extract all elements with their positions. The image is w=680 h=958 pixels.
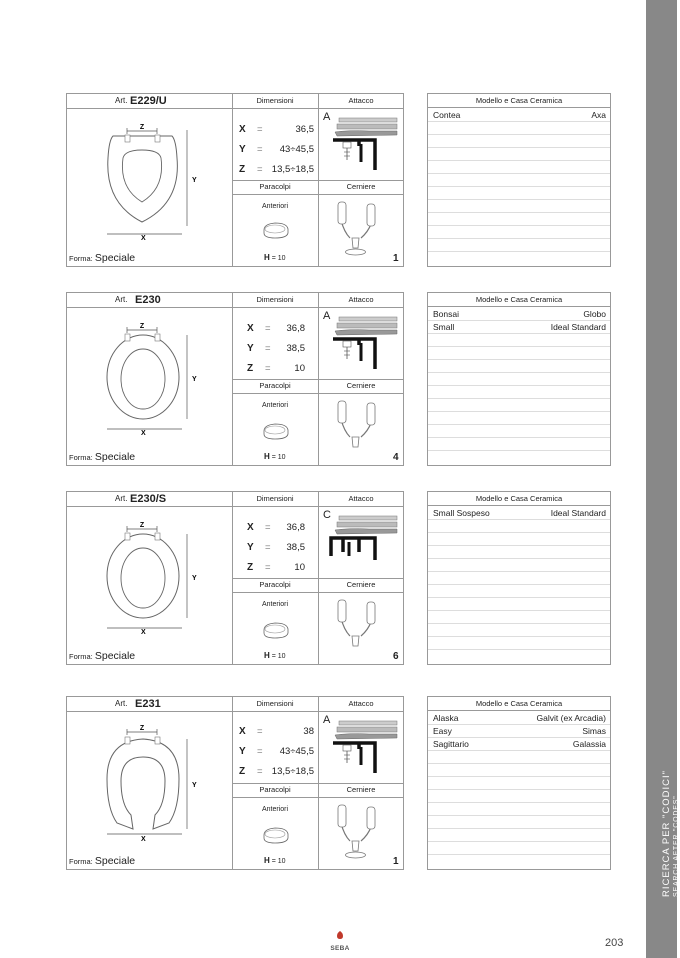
bumper-drawing [261, 220, 291, 242]
seat-drawing [97, 118, 227, 242]
model-brand: Simas [582, 726, 606, 736]
paracolpi-type: Anteriori [261, 203, 289, 210]
model-brand: Axa [591, 110, 606, 120]
dim-z-value: 13,5÷18,5 [271, 164, 314, 175]
dim-label-z: Z [139, 522, 145, 529]
dim-y-key: Y [247, 343, 254, 354]
product-table [66, 292, 404, 466]
forma-caption: Forma: [69, 453, 93, 462]
model-brand: Galvit (ex Arcadia) [536, 713, 606, 723]
dim-label-y: Y [192, 575, 197, 582]
dim-eq: = [257, 746, 263, 757]
dimensioni-header: Dimensioni [256, 494, 294, 503]
hinge-drawing [335, 801, 385, 865]
forma-label [69, 252, 135, 264]
attacco-drawing [329, 512, 401, 574]
dim-eq: = [257, 144, 263, 155]
dim-z-value: 10 [294, 562, 305, 573]
art-label: Art. [115, 494, 128, 503]
dim-z-key: Z [247, 562, 254, 573]
dim-label-x: X [141, 629, 146, 636]
dim-y-value: 38,5 [286, 542, 305, 553]
h-label: H [264, 253, 270, 262]
dim-eq: = [265, 363, 271, 374]
forma-value: Speciale [94, 650, 136, 662]
model-brand: Globo [583, 309, 606, 319]
hinge-drawing [335, 397, 385, 461]
sidebar-line1: RICERCA PER "CODICI" [661, 769, 672, 897]
item-number: 1 [393, 253, 399, 264]
attacco-drawing [329, 313, 401, 375]
model-brand: Ideal Standard [550, 508, 606, 518]
dim-eq: = [265, 562, 271, 573]
dim-x-key: X [239, 124, 246, 135]
item-number: 6 [393, 651, 399, 662]
dim-y-value: 43÷45,5 [279, 144, 314, 155]
dim-x-key: X [239, 726, 246, 737]
h-label: H [264, 452, 270, 461]
product-table [66, 93, 404, 267]
model-name: Easy [433, 726, 452, 736]
attacco-type: A [323, 111, 331, 123]
attacco-type: C [323, 509, 331, 521]
dim-z [247, 362, 305, 376]
paracolpi-header: Paracolpi [259, 182, 291, 191]
forma-value: Speciale [94, 451, 136, 463]
forma-label [69, 650, 135, 662]
model-name: Small Sospeso [433, 508, 490, 518]
forma-value: Speciale [94, 855, 136, 867]
art-label: Art. [115, 295, 128, 304]
dim-x-value: 36,8 [286, 522, 305, 533]
paracolpi-header: Paracolpi [259, 580, 291, 589]
cerniere-header: Cerniere [346, 381, 376, 390]
dim-y-value: 43÷45,5 [279, 746, 314, 757]
dim-eq: = [265, 343, 271, 354]
bumper-height [264, 856, 286, 865]
models-header: Modello e Casa Ceramica [428, 293, 610, 307]
attacco-header: Attacco [348, 699, 374, 708]
forma-label [69, 855, 135, 867]
dim-z-key: Z [247, 363, 254, 374]
dim-x-key: X [247, 323, 254, 334]
models-table [427, 292, 611, 466]
forma-caption: Forma: [69, 857, 93, 866]
dim-y [239, 143, 314, 157]
dim-eq: = [257, 164, 263, 175]
dim-x [239, 725, 314, 739]
model-name: Small [433, 322, 455, 332]
dim-y-value: 38,5 [286, 343, 305, 354]
model-brand: Galassia [572, 739, 606, 749]
hinge-drawing [335, 596, 385, 660]
dim-y-key: Y [247, 542, 254, 553]
dim-y [247, 541, 305, 555]
attacco-drawing [329, 717, 401, 779]
dim-x-value: 36,5 [295, 124, 314, 135]
dim-eq: = [257, 766, 263, 777]
dim-label-x: X [141, 430, 146, 437]
attacco-drawing [329, 114, 401, 176]
dim-y [247, 342, 305, 356]
bumper-drawing [261, 620, 291, 642]
attacco-type: A [323, 310, 331, 322]
seba-logo [325, 927, 355, 952]
dimensioni-header: Dimensioni [256, 295, 294, 304]
models-table [427, 93, 611, 267]
forma-caption: Forma: [69, 652, 93, 661]
product-code: E230 [135, 294, 161, 306]
model-row [428, 712, 610, 725]
cerniere-header: Cerniere [346, 182, 376, 191]
page-number: 203 [605, 937, 624, 949]
product-code: E229/U [130, 95, 167, 107]
dim-x-key: X [247, 522, 254, 533]
forma-caption: Forma: [69, 254, 93, 263]
h-label: H [264, 856, 270, 865]
dim-label-z: Z [139, 323, 145, 330]
product-block [66, 292, 611, 466]
dim-x-value: 36,8 [286, 323, 305, 334]
h-label: H [264, 651, 270, 660]
attacco-header: Attacco [348, 96, 374, 105]
dim-z-key: Z [239, 766, 246, 777]
dim-label-z: Z [139, 725, 145, 732]
bumper-height [264, 452, 286, 461]
bumper-drawing [261, 421, 291, 443]
dim-eq: = [257, 726, 263, 737]
dim-x [247, 322, 305, 336]
paracolpi-type: Anteriori [261, 601, 289, 608]
dim-x [247, 521, 305, 535]
bumper-drawing [261, 825, 291, 847]
dim-eq: = [265, 323, 271, 334]
cerniere-header: Cerniere [346, 580, 376, 589]
model-name: Alaska [433, 713, 459, 723]
dim-y-key: Y [239, 144, 246, 155]
dim-eq: = [257, 124, 263, 135]
h-value: = 10 [271, 255, 286, 262]
product-block [66, 93, 611, 267]
model-row [428, 738, 610, 751]
models-header: Modello e Casa Ceramica [428, 492, 610, 506]
item-number: 1 [393, 856, 399, 867]
product-table [66, 696, 404, 870]
paracolpi-type: Anteriori [261, 806, 289, 813]
dimensioni-header: Dimensioni [256, 96, 294, 105]
product-block [66, 491, 611, 665]
cerniere-header: Cerniere [346, 785, 376, 794]
forma-value: Speciale [94, 252, 136, 264]
models-table [427, 491, 611, 665]
dim-z [239, 765, 314, 779]
product-code: E230/S [130, 493, 167, 505]
dim-z-value: 13,5÷18,5 [271, 766, 314, 777]
logo-icon [334, 930, 346, 940]
dim-label-x: X [141, 235, 146, 242]
dim-label-y: Y [192, 177, 197, 184]
bumper-height [264, 253, 286, 262]
dim-y-key: Y [239, 746, 246, 757]
dim-z [247, 561, 305, 575]
sidebar-label [661, 770, 680, 897]
seat-drawing [97, 319, 227, 443]
dim-x-value: 38 [303, 726, 314, 737]
hinge-drawing [335, 198, 385, 262]
model-brand: Ideal Standard [550, 322, 606, 332]
dim-label-x: X [141, 836, 146, 843]
dim-z-key: Z [239, 164, 246, 175]
dim-y [239, 745, 314, 759]
dim-label-y: Y [192, 376, 197, 383]
dim-z-value: 10 [294, 363, 305, 374]
sidebar-line2: SEARCH AFTER "CODES" [673, 795, 680, 897]
product-block [66, 696, 611, 870]
model-row [428, 321, 610, 334]
art-label: Art. [115, 699, 128, 708]
dim-x [239, 123, 314, 137]
dim-label-y: Y [192, 782, 197, 789]
paracolpi-header: Paracolpi [259, 785, 291, 794]
model-name: Bonsai [433, 309, 459, 319]
model-name: Sagittario [433, 739, 469, 749]
product-table [66, 491, 404, 665]
models-table [427, 696, 611, 870]
seat-drawing [97, 719, 227, 847]
model-row [428, 308, 610, 321]
attacco-type: A [323, 714, 331, 726]
models-header: Modello e Casa Ceramica [428, 94, 610, 108]
h-value: = 10 [271, 454, 286, 461]
h-value: = 10 [271, 858, 286, 865]
model-row [428, 109, 610, 122]
dim-eq: = [265, 522, 271, 533]
dim-label-z: Z [139, 124, 145, 131]
product-code: E231 [135, 698, 161, 710]
item-number: 4 [393, 452, 399, 463]
models-header: Modello e Casa Ceramica [428, 697, 610, 711]
dim-eq: = [265, 542, 271, 553]
attacco-header: Attacco [348, 494, 374, 503]
logo-text: SEBA [330, 945, 350, 952]
model-row [428, 725, 610, 738]
dimensioni-header: Dimensioni [256, 699, 294, 708]
seat-drawing [97, 518, 227, 642]
attacco-header: Attacco [348, 295, 374, 304]
paracolpi-header: Paracolpi [259, 381, 291, 390]
model-row [428, 507, 610, 520]
h-value: = 10 [271, 653, 286, 660]
forma-label [69, 451, 135, 463]
art-label: Art. [115, 96, 128, 105]
dim-z [239, 163, 314, 177]
paracolpi-type: Anteriori [261, 402, 289, 409]
bumper-height [264, 651, 286, 660]
model-name: Contea [433, 110, 461, 120]
